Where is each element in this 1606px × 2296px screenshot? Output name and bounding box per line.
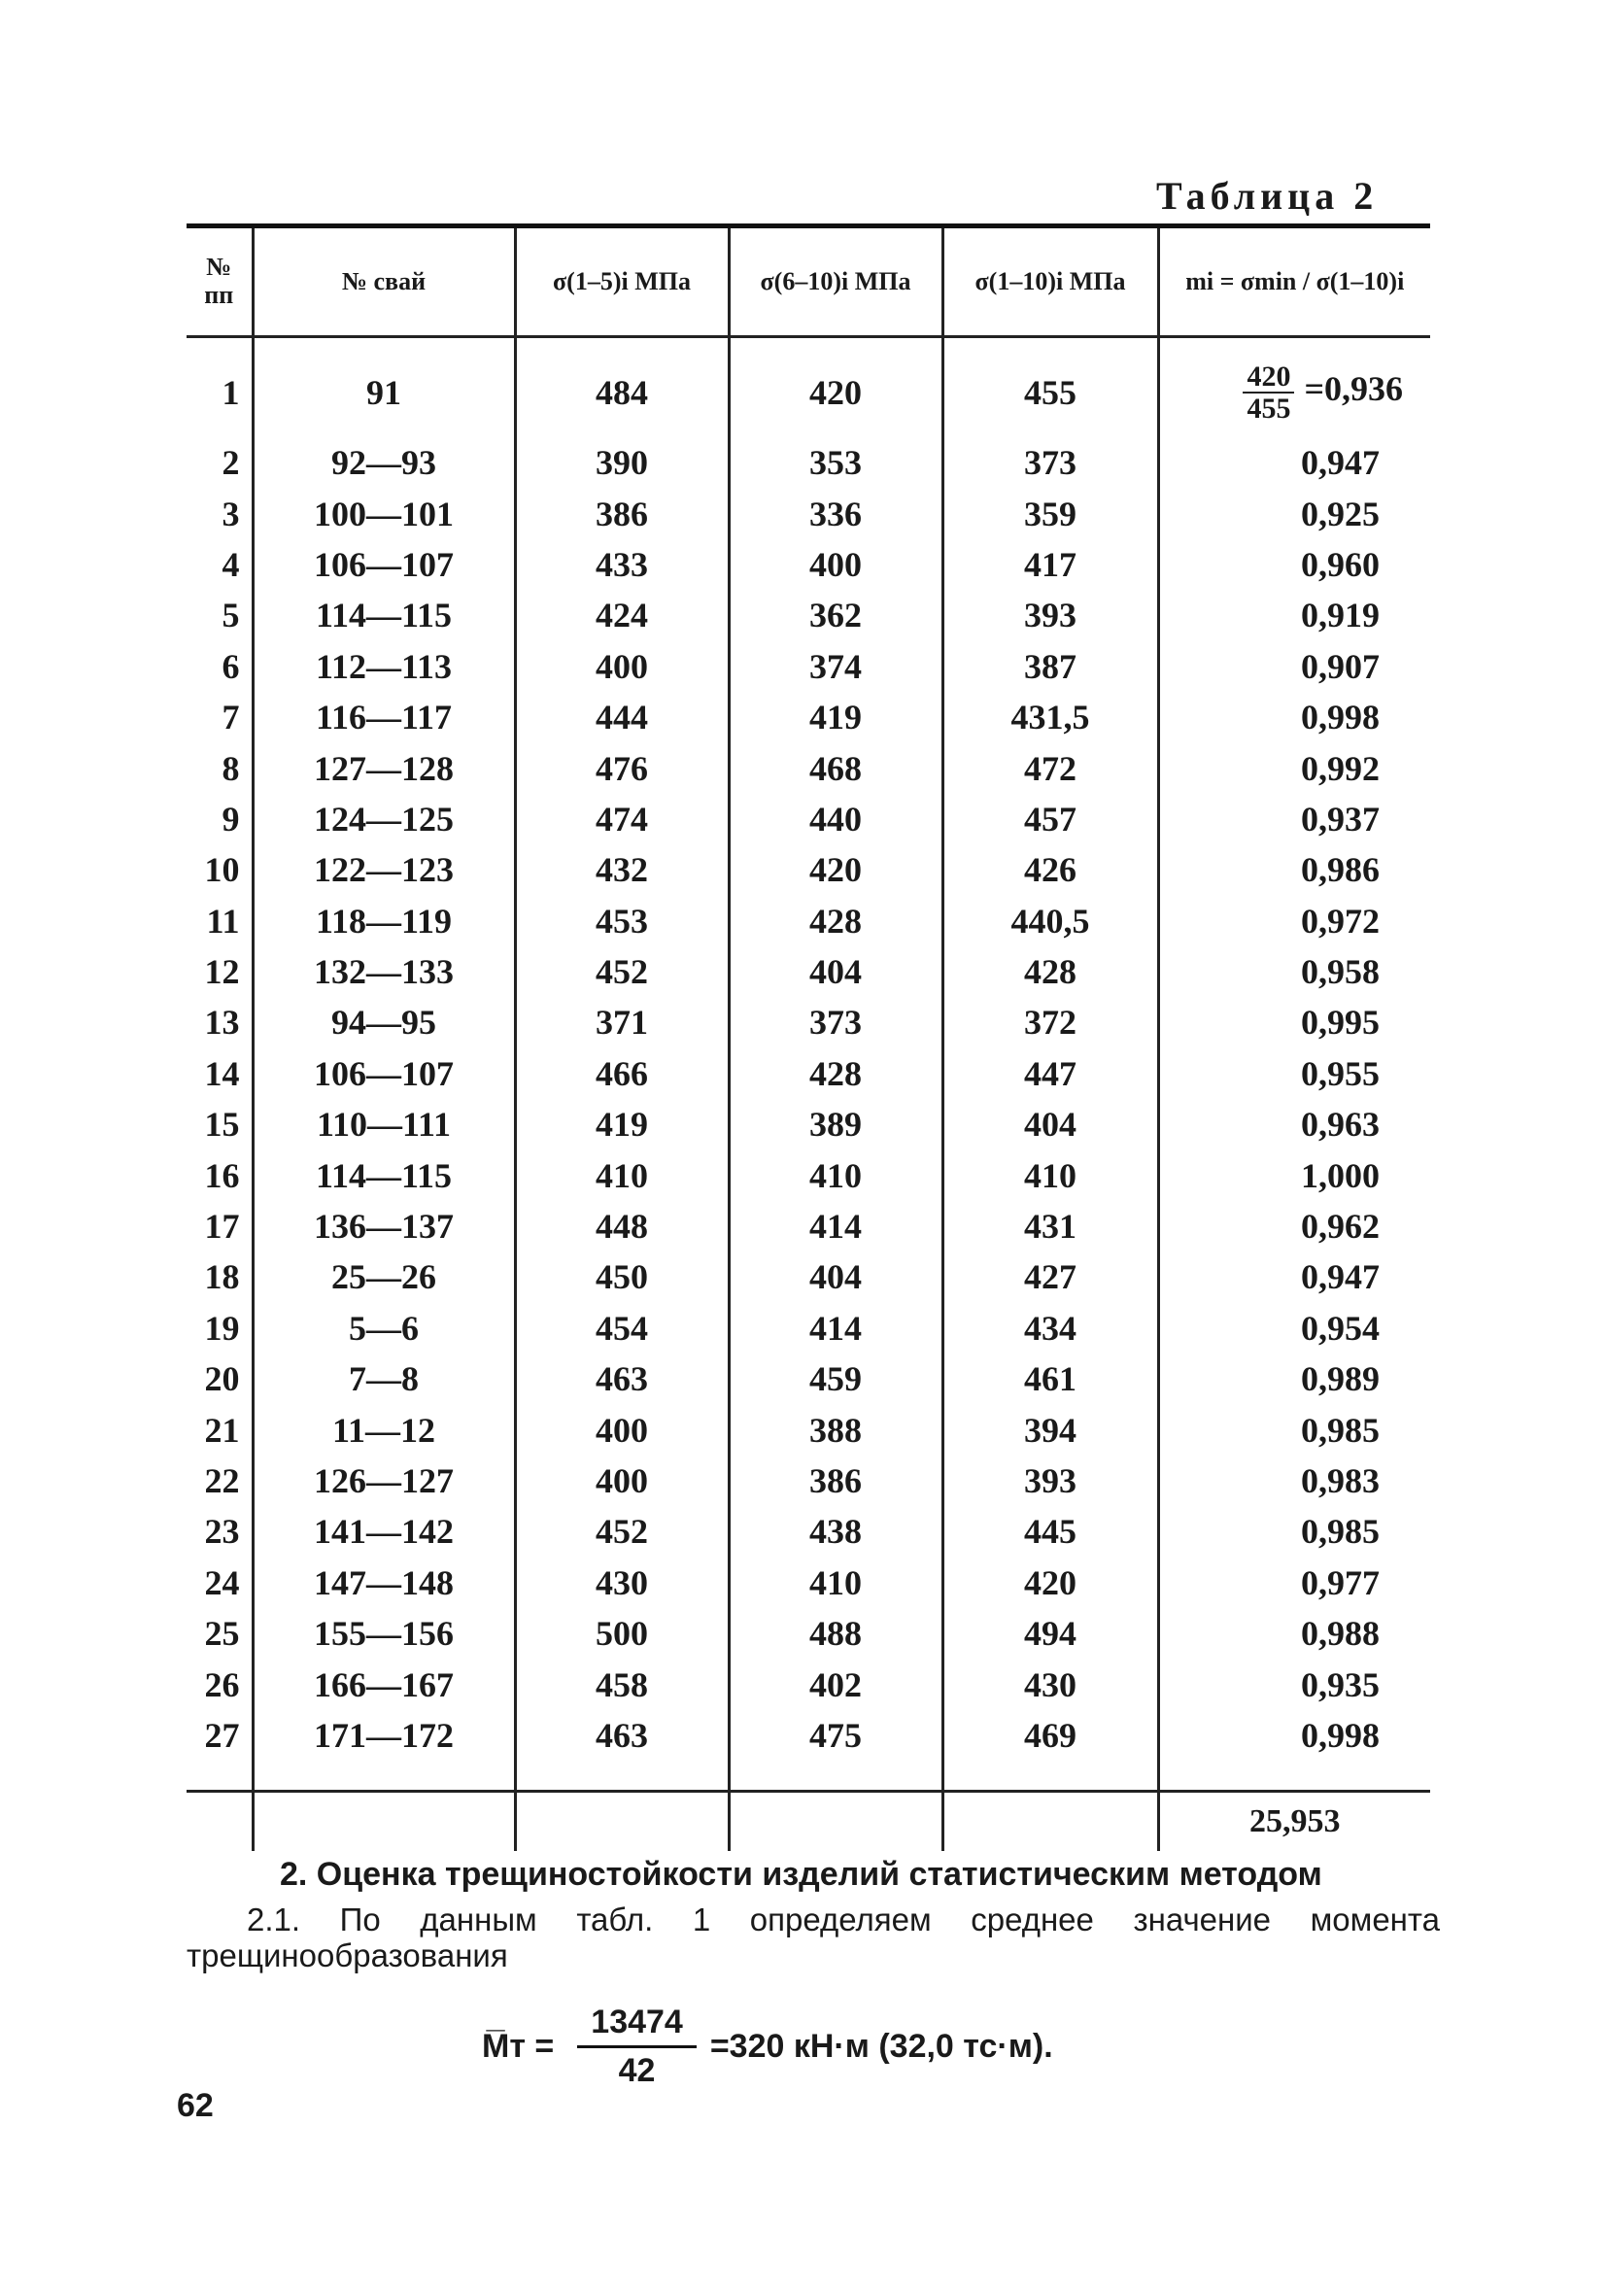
table-row [187,1404,1430,1455]
cell-pile-number: 92—93 [253,437,515,488]
cell-pile-number: 116—117 [253,692,515,742]
cell-stress-1-10: 440,5 [942,896,1158,946]
cell-pile-number: 7—8 [253,1354,515,1404]
cell-row-number: 12 [187,946,253,997]
table-row [187,1149,1430,1200]
cell-coefficient: 0,988 [1301,1614,1380,1654]
data-table [187,223,1430,1851]
cell-stress-1-5: 433 [515,539,729,590]
cell-pile-number: 112—113 [253,641,515,692]
cell-pile-number: 141—142 [253,1506,515,1557]
cell-stress-1-5: 424 [515,590,729,640]
header-coefficient: mi = σmin / σ(1–10)i [1158,226,1430,337]
cell-stress-1-10: 472 [942,742,1158,793]
cell-coefficient: 0,998 [1301,1715,1380,1755]
cell-stress-1-5: 484 [515,337,729,438]
cell-stress-1-10: 455 [942,337,1158,438]
page-number: 62 [177,2087,214,2124]
cell-row-number: 27 [187,1710,253,1792]
cell-row-number: 14 [187,1048,253,1099]
header-stress-6-10: σ(6–10)i МПа [729,226,942,337]
cell-stress-1-5: 450 [515,1251,729,1302]
table-row [187,1251,1430,1302]
section-paragraph [187,1902,1440,1974]
cell-coefficient [1158,337,1430,438]
cell-row-number: 25 [187,1608,253,1659]
table-row [187,337,1430,438]
cell-pile-number: 127—128 [253,742,515,793]
cell-coefficient: 1,000 [1301,1155,1380,1195]
header-stress-1-10: σ(1–10)i МПа [942,226,1158,337]
cell-row-number: 1 [187,337,253,438]
total-empty-cell [187,1792,253,1852]
cell-coefficient: 0,963 [1301,1105,1380,1145]
cell-stress-1-10: 372 [942,997,1158,1047]
cell-stress-6-10: 428 [729,896,942,946]
cell-stress-1-5: 444 [515,692,729,742]
total-value: 25,953 [1158,1792,1430,1852]
cell-pile-number: 126—127 [253,1456,515,1506]
cell-row-number: 17 [187,1201,253,1251]
table-row [187,1608,1430,1659]
cell-pile-number: 118—119 [253,896,515,946]
cell-stress-1-10: 430 [942,1659,1158,1709]
cell-stress-1-5: 448 [515,1201,729,1251]
section-title: 2. Оценка трещиностойкости изделий статистическим методом [280,1856,1322,1893]
cell-row-number: 15 [187,1099,253,1149]
cell-pile-number: 110—111 [253,1099,515,1149]
cell-stress-1-10: 359 [942,488,1158,538]
cell-stress-6-10: 438 [729,1506,942,1557]
cell-pile-number: 171—172 [253,1710,515,1792]
table-row [187,1456,1430,1506]
cell-row-number: 21 [187,1404,253,1455]
cell-row-number: 5 [187,590,253,640]
cell-stress-6-10: 336 [729,488,942,538]
cell-stress-6-10: 414 [729,1201,942,1251]
cell-coefficient: 0,962 [1301,1207,1380,1247]
table-row [187,488,1430,538]
cell-stress-6-10: 468 [729,742,942,793]
table-row [187,437,1430,488]
cell-pile-number: 114—115 [253,590,515,640]
cell-stress-1-5: 458 [515,1659,729,1709]
cell-pile-number: 155—156 [253,1608,515,1659]
coefficient-fraction [1243,361,1294,425]
total-empty-cell [515,1792,729,1852]
cell-pile-number: 100—101 [253,488,515,538]
cell-stress-1-5: 410 [515,1149,729,1200]
table-row [187,742,1430,793]
cell-coefficient: 0,995 [1301,1003,1380,1043]
cell-row-number: 13 [187,997,253,1047]
cell-coefficient: 0,992 [1301,748,1380,788]
cell-stress-6-10: 400 [729,539,942,590]
table-row [187,1659,1430,1709]
cell-row-number: 9 [187,794,253,844]
cell-stress-1-10: 447 [942,1048,1158,1099]
table-row [187,1048,1430,1099]
cell-pile-number: 106—107 [253,539,515,590]
cell-coefficient: 0,985 [1301,1410,1380,1450]
cell-stress-1-10: 410 [942,1149,1158,1200]
cell-coefficient: 0,925 [1301,494,1380,533]
formula [482,1988,1053,2105]
cell-stress-1-10: 373 [942,437,1158,488]
cell-stress-6-10: 414 [729,1303,942,1354]
cell-stress-6-10: 386 [729,1456,942,1506]
cell-stress-1-5: 400 [515,1404,729,1455]
cell-coefficient: 0,960 [1301,544,1380,584]
cell-stress-1-5: 500 [515,1608,729,1659]
cell-stress-6-10: 420 [729,844,942,895]
cell-row-number: 4 [187,539,253,590]
table-row [187,1354,1430,1404]
cell-stress-6-10: 373 [729,997,942,1047]
table-row [187,590,1430,640]
cell-stress-1-10: 431,5 [942,692,1158,742]
cell-pile-number: 114—115 [253,1149,515,1200]
cell-stress-1-10: 394 [942,1404,1158,1455]
formula-numerator: 13474 [577,2000,697,2048]
cell-row-number: 26 [187,1659,253,1709]
cell-pile-number: 166—167 [253,1659,515,1709]
cell-stress-6-10: 389 [729,1099,942,1149]
cell-stress-1-5: 432 [515,844,729,895]
cell-coefficient: 0,983 [1301,1461,1380,1500]
table-caption: Таблица 2 [1156,174,1379,218]
cell-stress-6-10: 388 [729,1404,942,1455]
cell-stress-1-10: 457 [942,794,1158,844]
cell-stress-1-10: 426 [942,844,1158,895]
table-row [187,844,1430,895]
cell-row-number: 23 [187,1506,253,1557]
cell-stress-1-5: 430 [515,1558,729,1608]
table-row [187,1099,1430,1149]
cell-stress-1-10: 404 [942,1099,1158,1149]
cell-row-number: 22 [187,1456,253,1506]
cell-coefficient: 0,977 [1301,1562,1380,1602]
cell-stress-6-10: 374 [729,641,942,692]
cell-row-number: 24 [187,1558,253,1608]
cell-row-number: 2 [187,437,253,488]
paragraph-text: 2.1. По данным табл. 1 определяем среднее значение момента трещинообразования [187,1902,1440,1973]
cell-stress-1-10: 393 [942,590,1158,640]
cell-stress-6-10: 362 [729,590,942,640]
cell-coefficient: 0,919 [1301,596,1380,635]
header-pile-number: № свай [253,226,515,337]
table-row [187,946,1430,997]
table-header-row [187,226,1430,337]
cell-coefficient: 0,954 [1301,1308,1380,1348]
cell-row-number: 3 [187,488,253,538]
cell-stress-6-10: 428 [729,1048,942,1099]
cell-pile-number: 124—125 [253,794,515,844]
cell-pile-number: 122—123 [253,844,515,895]
cell-stress-6-10: 410 [729,1558,942,1608]
cell-pile-number: 136—137 [253,1201,515,1251]
cell-stress-6-10: 410 [729,1149,942,1200]
cell-stress-1-5: 400 [515,641,729,692]
table-row [187,1710,1430,1792]
cell-stress-1-5: 466 [515,1048,729,1099]
cell-stress-1-5: 371 [515,997,729,1047]
table-row [187,539,1430,590]
cell-row-number: 20 [187,1354,253,1404]
table-row [187,641,1430,692]
cell-stress-6-10: 353 [729,437,942,488]
cell-row-number: 7 [187,692,253,742]
cell-stress-1-10: 461 [942,1354,1158,1404]
table-row [187,1506,1430,1557]
cell-pile-number: 132—133 [253,946,515,997]
cell-stress-1-10: 431 [942,1201,1158,1251]
total-empty-cell [253,1792,515,1852]
table-row [187,794,1430,844]
cell-row-number: 10 [187,844,253,895]
table-total-row [187,1792,1430,1852]
cell-row-number: 11 [187,896,253,946]
formula-rhs: =320 кН·м (32,0 тс·м). [709,2027,1053,2065]
cell-row-number: 19 [187,1303,253,1354]
cell-pile-number: 106—107 [253,1048,515,1099]
table-row [187,997,1430,1047]
cell-stress-1-5: 463 [515,1354,729,1404]
cell-stress-1-5: 452 [515,946,729,997]
total-empty-cell [942,1792,1158,1852]
formula-lhs: M̅т = [482,2027,555,2065]
table-row [187,1303,1430,1354]
cell-stress-1-10: 469 [942,1710,1158,1792]
cell-stress-6-10: 459 [729,1354,942,1404]
cell-stress-1-10: 420 [942,1558,1158,1608]
cell-coefficient: 0,998 [1301,698,1380,737]
cell-row-number: 18 [187,1251,253,1302]
cell-pile-number: 11—12 [253,1404,515,1455]
cell-stress-6-10: 402 [729,1659,942,1709]
cell-coefficient: 0,986 [1301,850,1380,890]
formula-fraction [577,2000,697,2094]
cell-stress-6-10: 440 [729,794,942,844]
cell-coefficient: 0,958 [1301,952,1380,992]
cell-stress-1-5: 476 [515,742,729,793]
cell-coefficient: 0,935 [1301,1664,1380,1704]
table-body [187,337,1430,1852]
cell-coefficient: 0,972 [1301,901,1380,941]
cell-pile-number: 147—148 [253,1558,515,1608]
formula-denominator: 42 [618,2051,656,2089]
fraction-numerator: 420 [1243,361,1294,394]
cell-stress-1-5: 454 [515,1303,729,1354]
cell-stress-1-10: 445 [942,1506,1158,1557]
header-row-number: № пп [187,226,253,337]
cell-stress-6-10: 420 [729,337,942,438]
cell-pile-number: 91 [253,337,515,438]
cell-stress-1-10: 393 [942,1456,1158,1506]
cell-stress-6-10: 404 [729,1251,942,1302]
cell-stress-1-10: 387 [942,641,1158,692]
cell-pile-number: 5—6 [253,1303,515,1354]
cell-row-number: 6 [187,641,253,692]
table-row [187,1201,1430,1251]
cell-pile-number: 94—95 [253,997,515,1047]
cell-stress-1-10: 494 [942,1608,1158,1659]
cell-stress-6-10: 404 [729,946,942,997]
cell-coefficient: 0,985 [1301,1512,1380,1552]
cell-pile-number: 25—26 [253,1251,515,1302]
cell-stress-1-10: 428 [942,946,1158,997]
cell-row-number: 16 [187,1149,253,1200]
cell-stress-1-5: 400 [515,1456,729,1506]
header-stress-1-5: σ(1–5)i МПа [515,226,729,337]
cell-stress-1-5: 419 [515,1099,729,1149]
cell-coefficient: 0,947 [1301,443,1380,483]
cell-stress-1-5: 452 [515,1506,729,1557]
fraction-denominator: 455 [1247,393,1291,425]
cell-coefficient: 0,989 [1301,1359,1380,1399]
cell-stress-1-10: 427 [942,1251,1158,1302]
fraction-result: =0,936 [1304,369,1403,409]
cell-stress-6-10: 419 [729,692,942,742]
cell-coefficient: 0,937 [1301,799,1380,839]
cell-stress-6-10: 475 [729,1710,942,1792]
cell-row-number: 8 [187,742,253,793]
cell-stress-1-5: 463 [515,1710,729,1792]
cell-stress-1-5: 453 [515,896,729,946]
cell-coefficient: 0,955 [1301,1053,1380,1093]
table-row [187,692,1430,742]
total-empty-cell [729,1792,942,1852]
cell-stress-1-5: 474 [515,794,729,844]
cell-coefficient: 0,947 [1301,1257,1380,1297]
cell-stress-1-10: 434 [942,1303,1158,1354]
cell-stress-6-10: 488 [729,1608,942,1659]
cell-coefficient: 0,907 [1301,646,1380,686]
cell-stress-1-5: 386 [515,488,729,538]
cell-stress-1-5: 390 [515,437,729,488]
table-row [187,896,1430,946]
table-row [187,1558,1430,1608]
cell-stress-1-10: 417 [942,539,1158,590]
